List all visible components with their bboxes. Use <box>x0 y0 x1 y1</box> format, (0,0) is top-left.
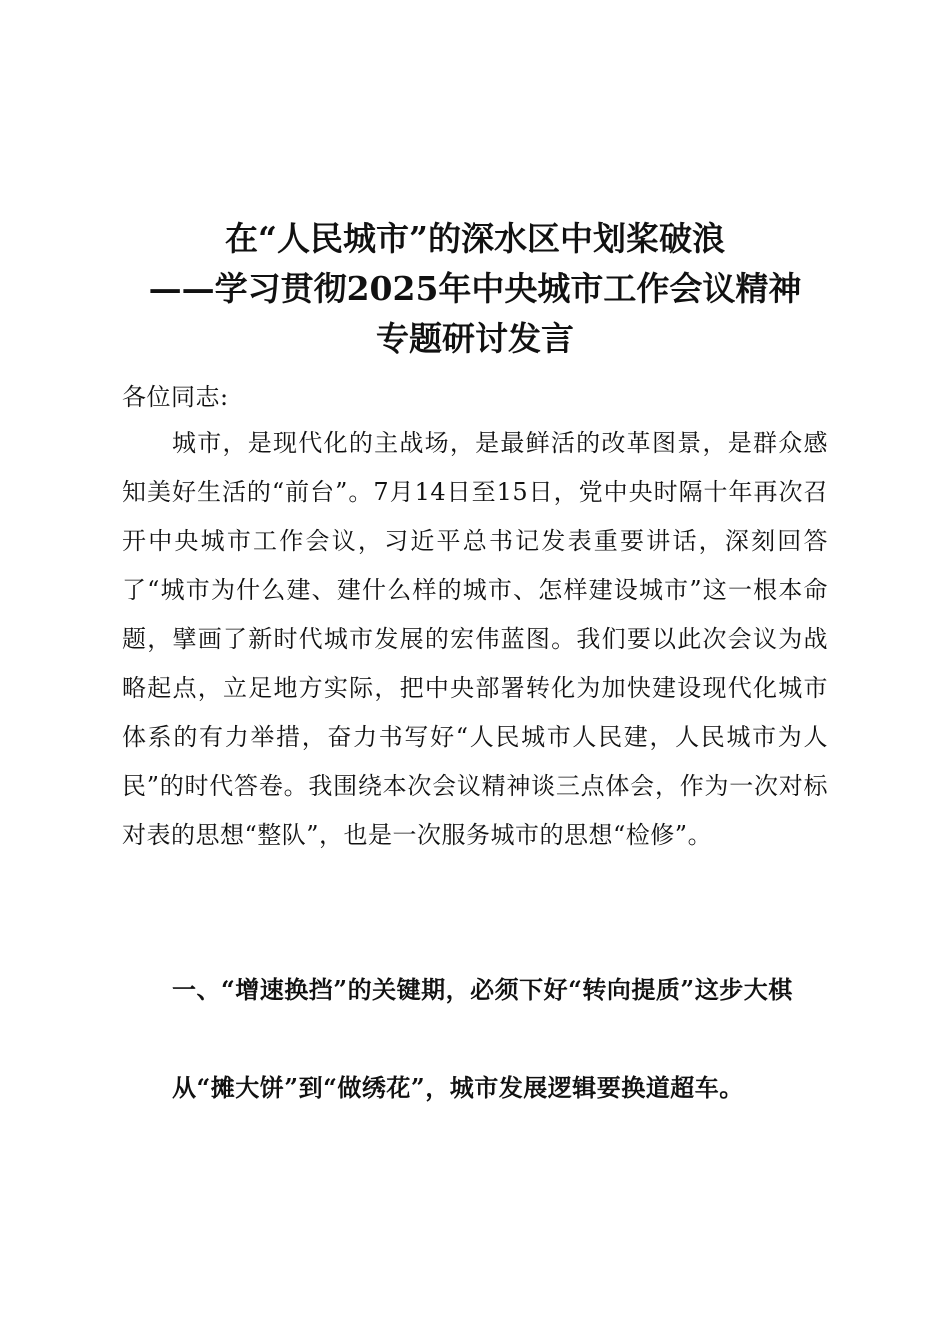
title-line-3: 专题研讨发言 <box>376 319 574 358</box>
intro-paragraph: 城市，是现代化的主战场，是最鲜活的改革图景，是群众感知美好生活的“前台”。7月14日至15日，党中央时隔十年再次召开中央城市工作会议，习近平总书记发表重要讲话，深刻回答了“城市为什么建、建什么样的城市、怎样建设城市”这一根本命题，擘画了新时代城市发展的宏伟蓝图。我们要以此次会议为战略起点，立足地方实际，把中央部署转化为加快建设现代化城市体系的有力举措，奋力书写好“人民城市人民建，人民城市为人民”的时代答卷。我围绕本次会议精神谈三点体会，作为一次对标对表的思想“整队”，也是一次服务城市的思想“检修”。 <box>122 429 828 849</box>
document-title <box>100 214 850 364</box>
salutation: 各位同志: <box>122 383 229 411</box>
section-subheading-1: 从“摊大饼”到“做绣花”，城市发展逻辑要换道超车。 <box>172 1073 744 1102</box>
title-line-1: 在“人民城市”的深水区中划桨破浪 <box>225 219 725 258</box>
section-heading-1: 一、“增速换挡”的关键期，必须下好“转向提质”这步大棋 <box>172 975 793 1004</box>
title-line-2: ——学习贯彻2025年中央城市工作会议精神 <box>148 269 802 308</box>
